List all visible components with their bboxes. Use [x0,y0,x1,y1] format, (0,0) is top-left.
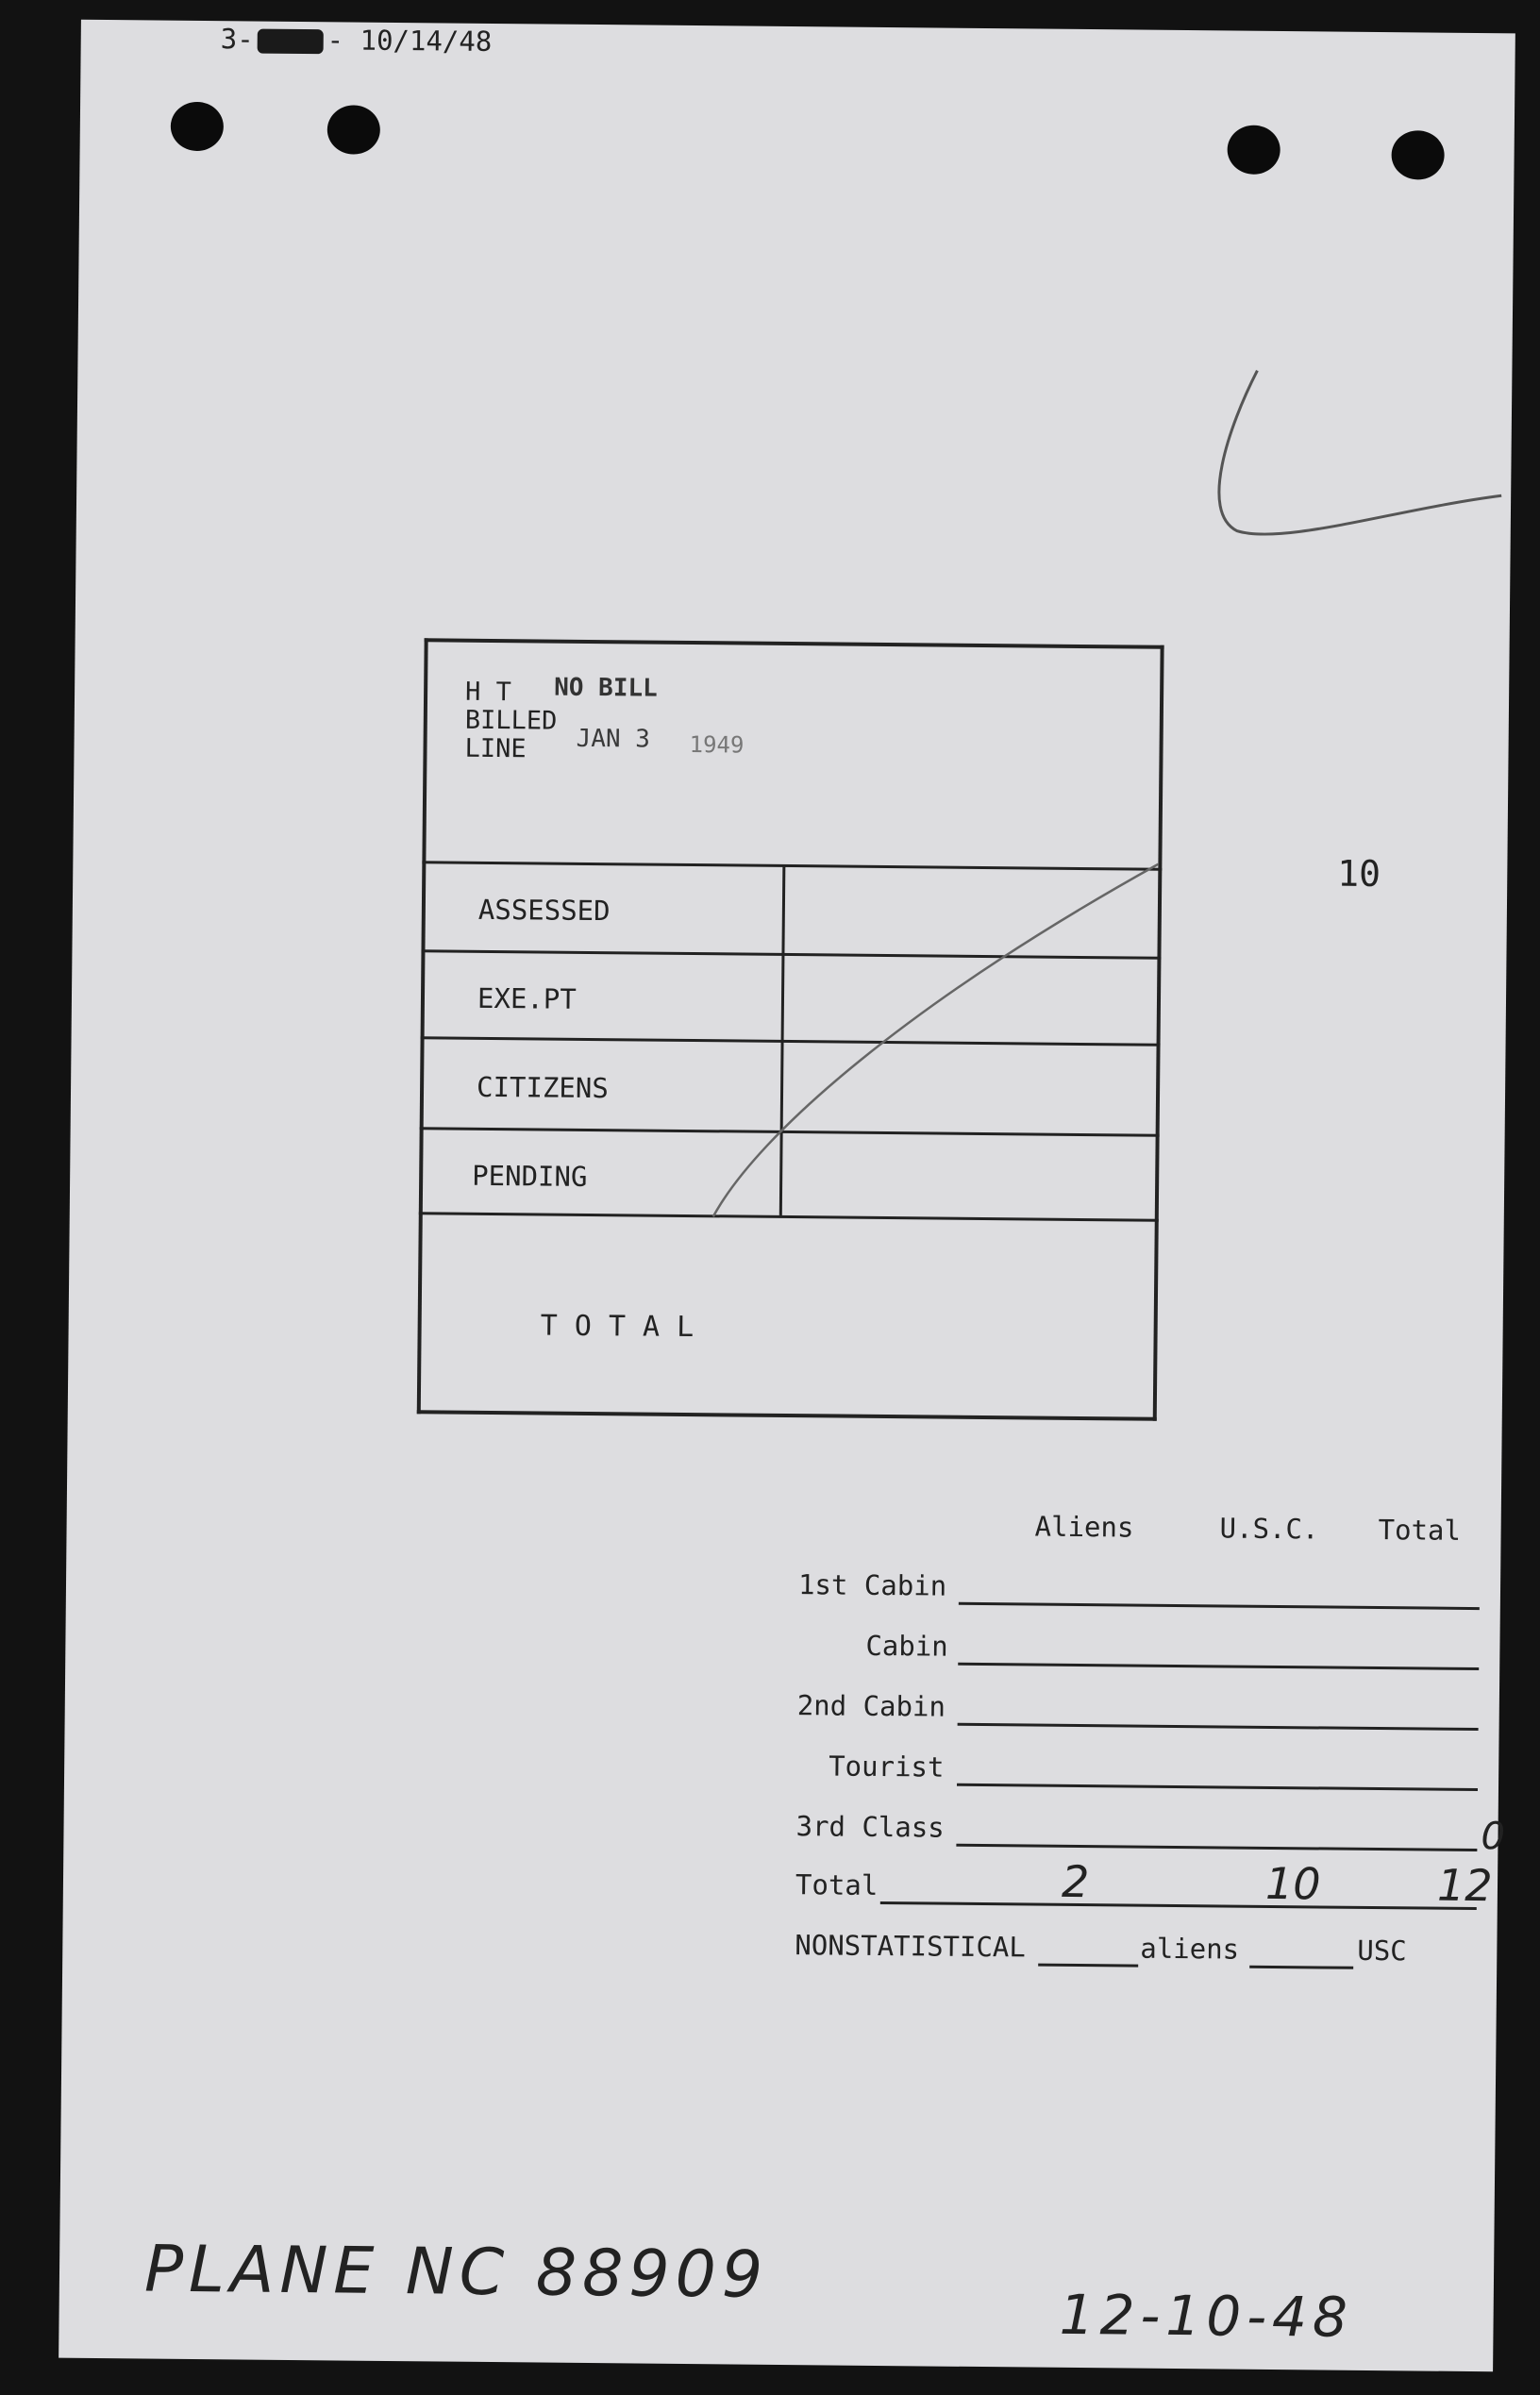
punch-hole [327,105,380,155]
total-usc-value: 10 [1264,1857,1321,1910]
check-mark-icon [1161,351,1521,581]
class-row-label: 3rd Class [795,1810,945,1844]
status-box [417,638,1164,1420]
file-ref-number: 3- [220,23,254,56]
class-row-label: 1st Cabin [797,1568,947,1602]
handwritten-date: 12-10-48 [1059,2282,1354,2350]
handwritten-plane-number: PLANE NC 88909 [143,2232,769,2313]
file-reference: 3- - 10/14/48 [220,23,493,58]
pencil-stroke [417,638,1164,1420]
total-total-value: 12 [1436,1859,1493,1912]
header-date: 10/14/48 [360,24,493,58]
col-header-total: Total [1378,1514,1462,1547]
document-page [59,20,1515,2371]
row-label-exempt: EXE.PT [477,981,577,1015]
stamp-year: 1949 [689,730,745,759]
third-class-total-value: 0 [1481,1815,1506,1859]
row-label-assessed: ASSESSED [477,893,611,928]
stamp-label-billed: BILLED [464,705,558,736]
nonstat-usc-label: USC [1357,1934,1407,1968]
nonstat-label: NONSTATISTICAL [795,1929,1026,1964]
stamp-label-ht: H T [464,677,512,708]
class-table [722,1507,1506,2043]
stamp-date: JAN 3 [576,724,651,754]
col-header-usc: U.S.C. [1219,1512,1319,1546]
class-row-label: Tourist [829,1750,945,1784]
row-label-citizens: CITIZENS [476,1070,609,1105]
margin-number: 10 [1337,852,1381,896]
stamp-label-line: LINE [464,733,527,764]
punch-hole [1391,130,1444,180]
col-header-aliens: Aliens [1034,1510,1134,1544]
row-label-pending: PENDING [472,1159,588,1193]
punch-hole [1227,125,1280,175]
punch-hole [171,102,224,152]
nonstat-aliens-label: aliens [1140,1932,1240,1966]
no-bill-stamp: NO BILL [554,673,658,703]
class-row-label: 2nd Cabin [796,1689,946,1723]
total-label: T O T A L [540,1309,695,1345]
total-aliens-value: 2 [1061,1855,1090,1908]
class-row-label: Cabin [865,1629,948,1663]
class-row-label: Total [795,1868,879,1901]
